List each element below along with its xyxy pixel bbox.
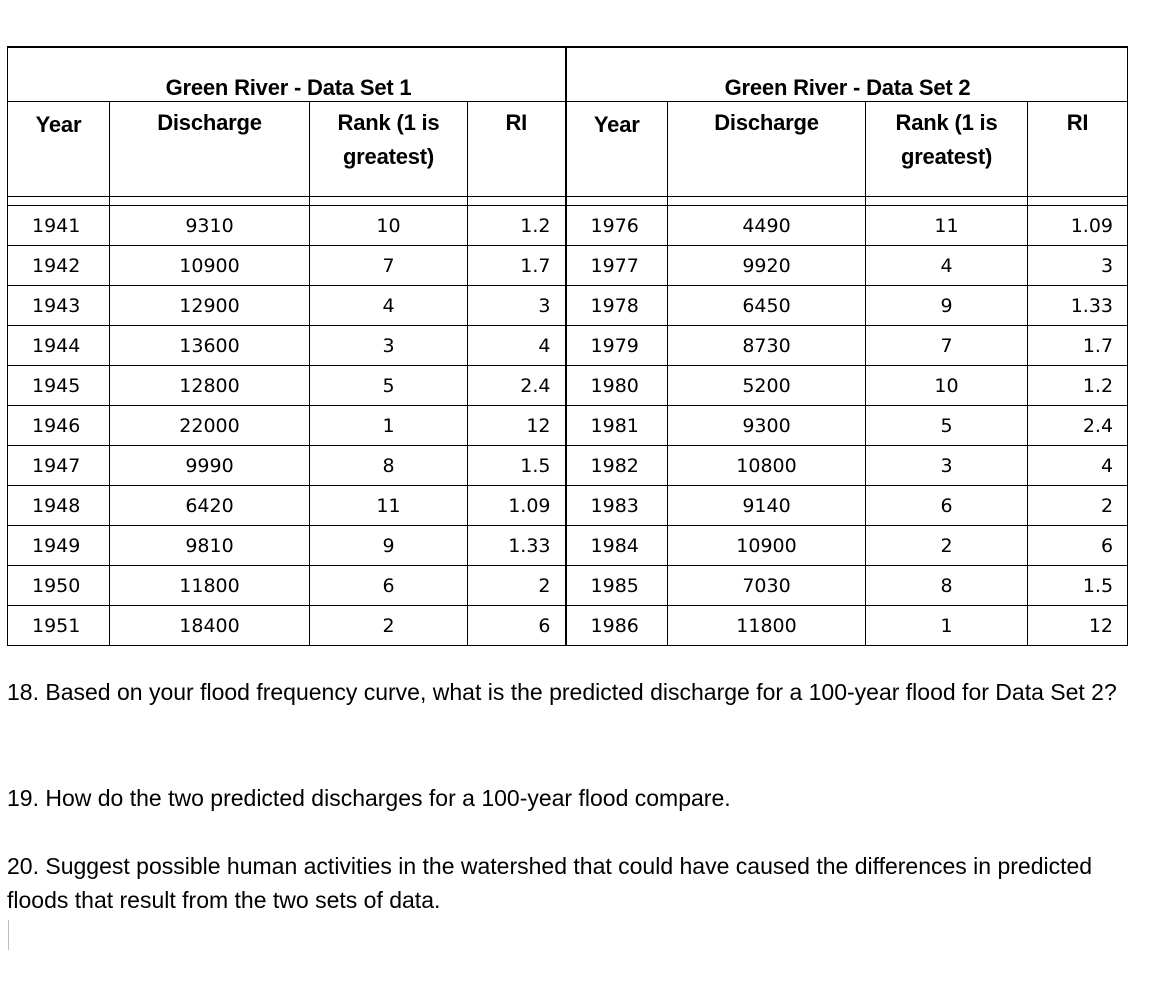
- cell-rank-1: 1: [310, 406, 468, 446]
- cell-rank-1: 3: [310, 326, 468, 366]
- cell-year-2: 1978: [566, 286, 668, 326]
- spacer-cell: [310, 197, 468, 206]
- table-header-row: [8, 102, 1128, 197]
- green-river-data-table: [7, 46, 1128, 646]
- table-row: [8, 286, 1128, 326]
- cell-discharge-2: 4490: [668, 206, 866, 246]
- spacer-cell: [866, 197, 1028, 206]
- cell-year-2: 1986: [566, 606, 668, 646]
- cell-ri-2: 1.33: [1028, 286, 1128, 326]
- cell-rank-1: 10: [310, 206, 468, 246]
- table-row: [8, 486, 1128, 526]
- spacer-cell: [110, 197, 310, 206]
- cell-year-1: 1944: [8, 326, 110, 366]
- title-spacer-right: [1028, 47, 1128, 102]
- table-row: [8, 366, 1128, 406]
- cell-year-2: 1980: [566, 366, 668, 406]
- table-row: [8, 406, 1128, 446]
- cell-rank-1: 6: [310, 566, 468, 606]
- header-year-1: Year: [8, 102, 110, 197]
- spacer-cell: [1028, 197, 1128, 206]
- cell-discharge-2: 7030: [668, 566, 866, 606]
- spacer-cell: [566, 197, 668, 206]
- table-row: [8, 326, 1128, 366]
- cell-year-1: 1946: [8, 406, 110, 446]
- question-18: 18. Based on your flood frequency curve, what is the predicted discharge for a 100-year flood for Data Set 2?: [7, 679, 1117, 705]
- cell-rank-2: 9: [866, 286, 1028, 326]
- table-row: [8, 606, 1128, 646]
- cell-ri-2: 1.09: [1028, 206, 1128, 246]
- cell-ri-1: 2: [468, 566, 566, 606]
- cell-rank-2: 4: [866, 246, 1028, 286]
- cell-year-2: 1976: [566, 206, 668, 246]
- spacer-cell: [668, 197, 866, 206]
- header-ri-1: RI: [468, 102, 566, 197]
- cell-discharge-1: 10900: [110, 246, 310, 286]
- cell-discharge-2: 9140: [668, 486, 866, 526]
- cell-year-2: 1982: [566, 446, 668, 486]
- cell-rank-1: 5: [310, 366, 468, 406]
- header-rank-2: Rank (1 is greatest): [866, 102, 1028, 197]
- cell-year-1: 1948: [8, 486, 110, 526]
- table-title-row: [8, 47, 1128, 102]
- table-row: [8, 446, 1128, 486]
- cell-year-2: 1984: [566, 526, 668, 566]
- cell-year-1: 1950: [8, 566, 110, 606]
- table-row: [8, 206, 1128, 246]
- cell-ri-1: 1.5: [468, 446, 566, 486]
- cell-ri-2: 3: [1028, 246, 1128, 286]
- title-spacer-left: [8, 47, 110, 102]
- cell-ri-2: 6: [1028, 526, 1128, 566]
- title-spacer: [468, 47, 566, 102]
- spacer-cell: [468, 197, 566, 206]
- cell-ri-2: 2.4: [1028, 406, 1128, 446]
- cell-year-2: 1979: [566, 326, 668, 366]
- cell-ri-1: 1.2: [468, 206, 566, 246]
- cell-year-2: 1985: [566, 566, 668, 606]
- table-row: [8, 526, 1128, 566]
- cell-discharge-2: 5200: [668, 366, 866, 406]
- cell-rank-1: 2: [310, 606, 468, 646]
- title-spacer: [566, 47, 668, 102]
- cell-ri-1: 1.09: [468, 486, 566, 526]
- cell-year-1: 1941: [8, 206, 110, 246]
- set1-title: Green River - Data Set 1: [110, 47, 468, 102]
- cell-discharge-1: 9990: [110, 446, 310, 486]
- cell-discharge-2: 9300: [668, 406, 866, 446]
- cell-discharge-2: 9920: [668, 246, 866, 286]
- cell-discharge-1: 11800: [110, 566, 310, 606]
- cell-year-1: 1942: [8, 246, 110, 286]
- header-discharge-1: Discharge: [110, 102, 310, 197]
- question-20: 20. Suggest possible human activities in the watershed that could have caused the differences in predicted floods that result from the two sets of data.: [7, 853, 1093, 913]
- cell-discharge-1: 13600: [110, 326, 310, 366]
- cell-rank-2: 11: [866, 206, 1028, 246]
- cell-rank-1: 8: [310, 446, 468, 486]
- cell-ri-1: 2.4: [468, 366, 566, 406]
- cell-rank-1: 4: [310, 286, 468, 326]
- question-19: 19. How do the two predicted discharges for a 100-year flood compare.: [7, 785, 731, 811]
- cell-discharge-1: 9310: [110, 206, 310, 246]
- table-row: [8, 246, 1128, 286]
- cell-year-2: 1983: [566, 486, 668, 526]
- cell-discharge-2: 10800: [668, 446, 866, 486]
- header-year-2: Year: [566, 102, 668, 197]
- cell-year-1: 1945: [8, 366, 110, 406]
- cell-rank-1: 11: [310, 486, 468, 526]
- table-row: [8, 566, 1128, 606]
- cell-discharge-2: 11800: [668, 606, 866, 646]
- table-spacer-row: [8, 197, 1128, 206]
- cell-year-2: 1977: [566, 246, 668, 286]
- set2-title: Green River - Data Set 2: [668, 47, 1028, 102]
- cell-ri-1: 6: [468, 606, 566, 646]
- header-ri-2: RI: [1028, 102, 1128, 197]
- cell-ri-2: 2: [1028, 486, 1128, 526]
- cell-rank-2: 5: [866, 406, 1028, 446]
- text-cursor[interactable]: [8, 920, 9, 950]
- cell-ri-2: 1.7: [1028, 326, 1128, 366]
- cell-ri-2: 12: [1028, 606, 1128, 646]
- cell-ri-2: 4: [1028, 446, 1128, 486]
- cell-ri-1: 3: [468, 286, 566, 326]
- cell-discharge-1: 22000: [110, 406, 310, 446]
- cell-ri-1: 12: [468, 406, 566, 446]
- spacer-cell: [8, 197, 110, 206]
- cell-discharge-1: 12800: [110, 366, 310, 406]
- cell-ri-1: 1.33: [468, 526, 566, 566]
- cell-ri-2: 1.5: [1028, 566, 1128, 606]
- cell-ri-2: 1.2: [1028, 366, 1128, 406]
- cell-rank-2: 6: [866, 486, 1028, 526]
- cell-year-1: 1951: [8, 606, 110, 646]
- cell-rank-2: 8: [866, 566, 1028, 606]
- cell-year-1: 1943: [8, 286, 110, 326]
- cell-rank-1: 7: [310, 246, 468, 286]
- cell-ri-1: 4: [468, 326, 566, 366]
- cell-discharge-1: 18400: [110, 606, 310, 646]
- cell-rank-2: 3: [866, 446, 1028, 486]
- cell-ri-1: 1.7: [468, 246, 566, 286]
- cell-rank-2: 2: [866, 526, 1028, 566]
- cell-discharge-1: 9810: [110, 526, 310, 566]
- cell-rank-2: 7: [866, 326, 1028, 366]
- cell-discharge-2: 10900: [668, 526, 866, 566]
- cell-discharge-2: 8730: [668, 326, 866, 366]
- header-rank-1: Rank (1 is greatest): [310, 102, 468, 197]
- cell-discharge-1: 6420: [110, 486, 310, 526]
- cell-rank-2: 1: [866, 606, 1028, 646]
- cell-year-1: 1949: [8, 526, 110, 566]
- cell-year-2: 1981: [566, 406, 668, 446]
- cell-discharge-2: 6450: [668, 286, 866, 326]
- header-discharge-2: Discharge: [668, 102, 866, 197]
- cell-rank-2: 10: [866, 366, 1028, 406]
- cell-discharge-1: 12900: [110, 286, 310, 326]
- cell-year-1: 1947: [8, 446, 110, 486]
- cell-rank-1: 9: [310, 526, 468, 566]
